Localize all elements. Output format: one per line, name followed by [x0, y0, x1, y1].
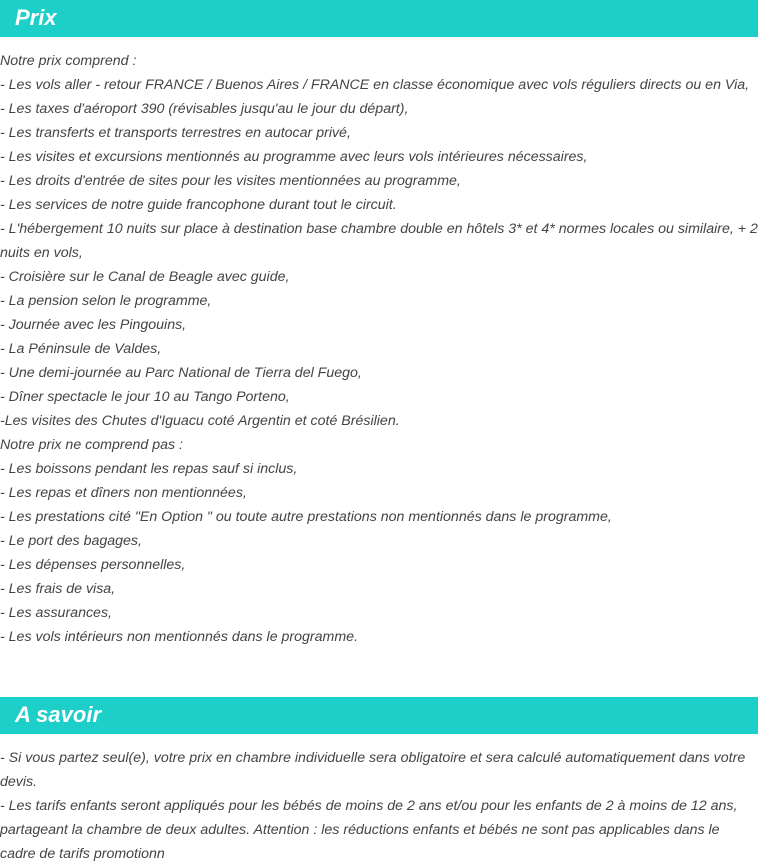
a-savoir-line: - Les tarifs enfants seront appliqués pour les bébés de moins de 2 ans et/ou pour les enfants de 2 à moins de 12 ans, partageant la chambre de deux adultes. Attention : les réductions enfants et bébés ne sont pas applicables dans le cadre de tarifs promotionn — [0, 798, 738, 862]
prix-line: - Les boissons pendant les repas sauf si inclus, — [0, 461, 298, 477]
prix-line: - Une demi-journée au Parc National de Tierra del Fuego, — [0, 365, 362, 381]
prix-content — [0, 37, 758, 649]
a-savoir-title: A savoir — [15, 702, 102, 727]
prix-line: - La Péninsule de Valdes, — [0, 341, 162, 357]
prix-line: - Les repas et dîners non mentionnées, — [0, 485, 247, 501]
prix-line: - Croisière sur le Canal de Beagle avec guide, — [0, 269, 290, 285]
prix-line: -Les visites des Chutes d'Iguacu coté Argentin et coté Brésilien. — [0, 413, 400, 429]
prix-line: Notre prix ne comprend pas : — [0, 437, 183, 453]
a-savoir-content — [0, 734, 758, 866]
prix-title: Prix — [15, 5, 57, 30]
prix-line: - Les vols aller - retour FRANCE / Buenos Aires / FRANCE en classe économique avec vols réguliers directs ou en Via, — [0, 77, 750, 93]
prix-line: - Les dépenses personnelles, — [0, 557, 186, 573]
prix-line: - Les taxes d'aéroport 390 (révisables jusqu'au le jour du départ), — [0, 101, 409, 117]
a-savoir-line: - Si vous partez seul(e), votre prix en chambre individuelle sera obligatoire et sera calculé automatiquement dans votre devis. — [0, 750, 746, 790]
prix-line: - Les services de notre guide francophone durant tout le circuit. — [0, 197, 397, 213]
prix-line: - Les vols intérieurs non mentionnés dans le programme. — [0, 629, 359, 645]
prix-line: - Les visites et excursions mentionnés au programme avec leurs vols intérieures nécessaires, — [0, 149, 588, 165]
prix-line: - Dîner spectacle le jour 10 au Tango Porteno, — [0, 389, 290, 405]
prix-line: - La pension selon le programme, — [0, 293, 212, 309]
prix-section-header — [0, 0, 758, 37]
prix-line: Notre prix comprend : — [0, 53, 137, 69]
prix-line: - Les frais de visa, — [0, 581, 116, 597]
prix-line: - Les assurances, — [0, 605, 112, 621]
prix-line: - L'hébergement 10 nuits sur place à destination base chambre double en hôtels 3* et 4* normes locales ou similaire, + 2 nuits en vols, — [0, 221, 758, 261]
a-savoir-section-header — [0, 697, 758, 734]
prix-line: - Journée avec les Pingouins, — [0, 317, 187, 333]
prix-line: - Les prestations cité "En Option " ou toute autre prestations non mentionnés dans le programme, — [0, 509, 612, 525]
prix-line: - Les transferts et transports terrestres en autocar privé, — [0, 125, 351, 141]
prix-line: - Les droits d'entrée de sites pour les visites mentionnées au programme, — [0, 173, 461, 189]
prix-line: - Le port des bagages, — [0, 533, 142, 549]
